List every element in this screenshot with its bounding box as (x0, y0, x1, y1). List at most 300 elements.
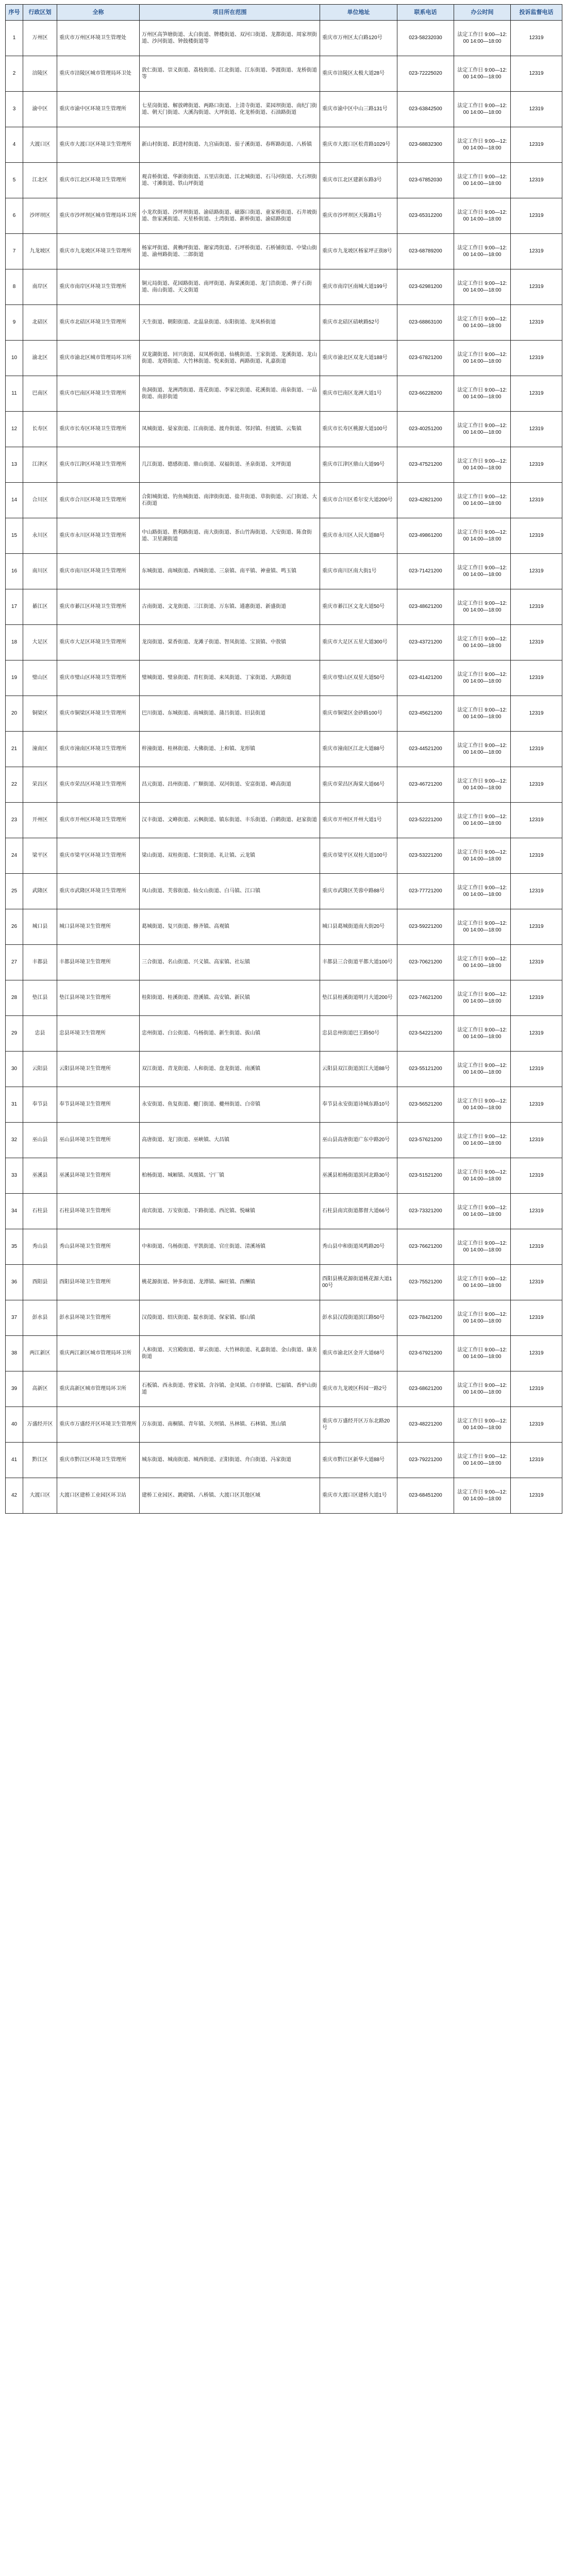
row-hours: 法定工作日 9:00—12:00 14:00—18:00 (454, 1123, 511, 1158)
row-no: 17 (6, 589, 23, 625)
row-phone: 023-54221200 (397, 1016, 454, 1052)
row-address: 石柱县南宾街道都督大道66号 (320, 1194, 397, 1229)
row-phone: 023-66228200 (397, 376, 454, 412)
table-row (6, 163, 562, 198)
row-address: 重庆市潼南区江北大道88号 (320, 732, 397, 767)
row-address: 重庆市渝北区金开大道68号 (320, 1336, 397, 1371)
row-hours: 法定工作日 9:00—12:00 14:00—18:00 (454, 838, 511, 874)
row-complaint: 12319 (511, 980, 562, 1016)
row-address: 云阳县双江街道滨江大道88号 (320, 1052, 397, 1087)
row-phone: 023-67921200 (397, 1336, 454, 1371)
row-phone: 023-48221200 (397, 1407, 454, 1443)
row-scope: 合阳城街道、钓鱼城街道、南津街街道、盐井街道、草街街道、云门街道、大石街道 (140, 483, 320, 518)
row-district: 璧山区 (23, 660, 57, 696)
service-table (5, 4, 562, 1514)
row-complaint: 12319 (511, 21, 562, 56)
header-scope: 项目所在范围 (140, 5, 320, 21)
table-row (6, 625, 562, 660)
row-district: 秀山县 (23, 1229, 57, 1265)
row-hours: 法定工作日 9:00—12:00 14:00—18:00 (454, 1265, 511, 1300)
row-complaint: 12319 (511, 945, 562, 980)
row-hours: 法定工作日 9:00—12:00 14:00—18:00 (454, 21, 511, 56)
row-district: 梁平区 (23, 838, 57, 874)
row-phone: 023-52221200 (397, 803, 454, 838)
row-name: 重庆市大足区环境卫生管理所 (57, 625, 140, 660)
row-address: 巫溪县柏杨街道滨河北路30号 (320, 1158, 397, 1194)
table-row (6, 1158, 562, 1194)
row-district: 荣昌区 (23, 767, 57, 803)
row-scope: 几江街道、德感街道、鼎山街道、双福街道、圣泉街道、支坪街道 (140, 447, 320, 483)
row-district: 綦江区 (23, 589, 57, 625)
row-district: 沙坪坝区 (23, 198, 57, 234)
row-phone: 023-75521200 (397, 1265, 454, 1300)
row-no: 42 (6, 1478, 23, 1514)
row-complaint: 12319 (511, 1123, 562, 1158)
row-district: 酉阳县 (23, 1265, 57, 1300)
row-no: 26 (6, 909, 23, 945)
row-no: 30 (6, 1052, 23, 1087)
row-name: 丰都县环境卫生管理所 (57, 945, 140, 980)
row-no: 38 (6, 1336, 23, 1371)
row-district: 石柱县 (23, 1194, 57, 1229)
row-no: 22 (6, 767, 23, 803)
row-address: 忠县忠州街道巴王路50号 (320, 1016, 397, 1052)
row-name: 重庆市大渡口区环境卫生管理所 (57, 127, 140, 163)
row-scope: 观音桥街道、华新街街道、五里店街道、江北城街道、石马河街道、大石坝街道、寸滩街道、铁山坪街道 (140, 163, 320, 198)
row-district: 黔江区 (23, 1443, 57, 1478)
row-complaint: 12319 (511, 92, 562, 127)
row-hours: 法定工作日 9:00—12:00 14:00—18:00 (454, 412, 511, 447)
row-name: 重庆市江津区环境卫生管理所 (57, 447, 140, 483)
row-address: 重庆市铜梁区金砂路100号 (320, 696, 397, 732)
row-complaint: 12319 (511, 447, 562, 483)
row-scope: 南宾街道、万安街道、下路街道、西沱镇、悦崃镇 (140, 1194, 320, 1229)
header-phone: 联系电话 (397, 5, 454, 21)
row-name: 城口县环境卫生管理所 (57, 909, 140, 945)
row-name: 重庆市北碚区环境卫生管理所 (57, 305, 140, 341)
row-hours: 法定工作日 9:00—12:00 14:00—18:00 (454, 1016, 511, 1052)
row-scope: 石板镇、西永街道、曾家镇、含谷镇、金凤镇、白市驿镇、巴福镇、香炉山街道 (140, 1371, 320, 1407)
row-name: 巫溪县环境卫生管理所 (57, 1158, 140, 1194)
row-hours: 法定工作日 9:00—12:00 14:00—18:00 (454, 696, 511, 732)
row-no: 25 (6, 874, 23, 909)
table-row (6, 1123, 562, 1158)
row-hours: 法定工作日 9:00—12:00 14:00—18:00 (454, 1087, 511, 1123)
table-row (6, 483, 562, 518)
table-row (6, 376, 562, 412)
row-name: 重庆市綦江区环境卫生管理所 (57, 589, 140, 625)
row-name: 重庆市荣昌区环境卫生管理所 (57, 767, 140, 803)
row-district: 九龙坡区 (23, 234, 57, 269)
row-scope: 双江街道、青龙街道、人和街道、盘龙街道、南溪镇 (140, 1052, 320, 1087)
row-complaint: 12319 (511, 1229, 562, 1265)
row-district: 奉节县 (23, 1087, 57, 1123)
row-hours: 法定工作日 9:00—12:00 14:00—18:00 (454, 1371, 511, 1407)
row-complaint: 12319 (511, 660, 562, 696)
table-row (6, 56, 562, 92)
table-row (6, 838, 562, 874)
row-scope: 杨家坪街道、黄桷坪街道、谢家湾街道、石坪桥街道、石桥铺街道、中梁山街道、渝州路街道、二郎街道 (140, 234, 320, 269)
row-no: 33 (6, 1158, 23, 1194)
row-district: 大足区 (23, 625, 57, 660)
row-scope: 梁山街道、双桂街道、仁贤街道、礼让镇、云龙镇 (140, 838, 320, 874)
header-no: 序号 (6, 5, 23, 21)
row-address: 重庆市渝中区中山三路131号 (320, 92, 397, 127)
row-no: 6 (6, 198, 23, 234)
table-body (6, 21, 562, 1514)
row-complaint: 12319 (511, 1265, 562, 1300)
row-district: 万盛经开区 (23, 1407, 57, 1443)
row-name: 云阳县环境卫生管理所 (57, 1052, 140, 1087)
row-phone: 023-40251200 (397, 412, 454, 447)
row-hours: 法定工作日 9:00—12:00 14:00—18:00 (454, 1194, 511, 1229)
row-complaint: 12319 (511, 909, 562, 945)
row-phone: 023-53221200 (397, 838, 454, 874)
header-complaint: 投诉监督电话 (511, 5, 562, 21)
row-no: 19 (6, 660, 23, 696)
row-complaint: 12319 (511, 376, 562, 412)
table-row (6, 660, 562, 696)
table-row (6, 1407, 562, 1443)
row-phone: 023-49861200 (397, 518, 454, 554)
row-complaint: 12319 (511, 803, 562, 838)
row-district: 江津区 (23, 447, 57, 483)
table-row (6, 269, 562, 305)
row-district: 开州区 (23, 803, 57, 838)
row-hours: 法定工作日 9:00—12:00 14:00—18:00 (454, 376, 511, 412)
row-hours: 法定工作日 9:00—12:00 14:00—18:00 (454, 305, 511, 341)
row-no: 2 (6, 56, 23, 92)
row-no: 31 (6, 1087, 23, 1123)
row-address: 重庆市北碚区碚峡路52号 (320, 305, 397, 341)
row-complaint: 12319 (511, 305, 562, 341)
table-row (6, 447, 562, 483)
row-scope: 葛城街道、复兴街道、修齐镇、高观镇 (140, 909, 320, 945)
table-row (6, 92, 562, 127)
table-row (6, 1194, 562, 1229)
row-hours: 法定工作日 9:00—12:00 14:00—18:00 (454, 1300, 511, 1336)
row-hours: 法定工作日 9:00—12:00 14:00—18:00 (454, 127, 511, 163)
row-scope: 古南街道、文龙街道、三江街道、万东镇、通惠街道、新盛街道 (140, 589, 320, 625)
row-phone: 023-65312200 (397, 198, 454, 234)
row-no: 8 (6, 269, 23, 305)
row-name: 重庆市涪陵区城市管理局环卫处 (57, 56, 140, 92)
row-scope: 万东街道、南桐镇、青年镇、关坝镇、丛林镇、石林镇、黑山镇 (140, 1407, 320, 1443)
row-district: 江北区 (23, 163, 57, 198)
row-name: 重庆市合川区环境卫生管理所 (57, 483, 140, 518)
row-phone: 023-42821200 (397, 483, 454, 518)
row-phone: 023-68621200 (397, 1371, 454, 1407)
row-phone: 023-68451200 (397, 1478, 454, 1514)
row-no: 1 (6, 21, 23, 56)
row-no: 32 (6, 1123, 23, 1158)
row-no: 28 (6, 980, 23, 1016)
row-hours: 法定工作日 9:00—12:00 14:00—18:00 (454, 1478, 511, 1514)
row-complaint: 12319 (511, 127, 562, 163)
row-address: 重庆市璧山区双星大道50号 (320, 660, 397, 696)
row-name: 石柱县环境卫生管理所 (57, 1194, 140, 1229)
table-row (6, 198, 562, 234)
row-hours: 法定工作日 9:00—12:00 14:00—18:00 (454, 874, 511, 909)
row-scope: 璧城街道、璧泉街道、青杠街道、来凤街道、丁家街道、大路街道 (140, 660, 320, 696)
row-name: 巫山县环境卫生管理所 (57, 1123, 140, 1158)
row-scope: 凤城街道、晏家街道、江南街道、渡舟街道、邻封镇、但渡镇、云集镇 (140, 412, 320, 447)
row-complaint: 12319 (511, 163, 562, 198)
row-hours: 法定工作日 9:00—12:00 14:00—18:00 (454, 1052, 511, 1087)
row-complaint: 12319 (511, 838, 562, 874)
row-phone: 023-71421200 (397, 554, 454, 589)
row-complaint: 12319 (511, 234, 562, 269)
row-hours: 法定工作日 9:00—12:00 14:00—18:00 (454, 1407, 511, 1443)
row-district: 巫溪县 (23, 1158, 57, 1194)
row-complaint: 12319 (511, 1336, 562, 1371)
row-phone: 023-70621200 (397, 945, 454, 980)
row-phone: 023-76621200 (397, 1229, 454, 1265)
table-row (6, 21, 562, 56)
row-complaint: 12319 (511, 1407, 562, 1443)
table-row (6, 518, 562, 554)
row-district: 城口县 (23, 909, 57, 945)
row-name: 彭水县环境卫生管理所 (57, 1300, 140, 1336)
row-phone: 023-57621200 (397, 1123, 454, 1158)
row-district: 巫山县 (23, 1123, 57, 1158)
row-address: 重庆市涪陵区太极大道28号 (320, 56, 397, 92)
row-name: 重庆市长寿区环境卫生管理所 (57, 412, 140, 447)
row-scope: 敦仁街道、崇义街道、荔枝街道、江北街道、江东街道、李渡街道、龙桥街道等 (140, 56, 320, 92)
row-no: 20 (6, 696, 23, 732)
table-row (6, 1016, 562, 1052)
row-hours: 法定工作日 9:00—12:00 14:00—18:00 (454, 732, 511, 767)
row-phone: 023-55121200 (397, 1052, 454, 1087)
row-address: 重庆市綦江区文龙大道50号 (320, 589, 397, 625)
row-complaint: 12319 (511, 767, 562, 803)
row-address: 重庆市江北区建新东路3号 (320, 163, 397, 198)
row-complaint: 12319 (511, 874, 562, 909)
row-no: 37 (6, 1300, 23, 1336)
row-address: 重庆市武隆区芙蓉中路88号 (320, 874, 397, 909)
table-row (6, 589, 562, 625)
row-name: 垫江县环境卫生管理所 (57, 980, 140, 1016)
row-hours: 法定工作日 9:00—12:00 14:00—18:00 (454, 518, 511, 554)
row-district: 巴南区 (23, 376, 57, 412)
row-no: 15 (6, 518, 23, 554)
row-phone: 023-68863100 (397, 305, 454, 341)
row-district: 云阳县 (23, 1052, 57, 1087)
row-complaint: 12319 (511, 341, 562, 376)
row-hours: 法定工作日 9:00—12:00 14:00—18:00 (454, 980, 511, 1016)
row-district: 万州区 (23, 21, 57, 56)
row-address: 重庆市黔江区新华大道88号 (320, 1443, 397, 1478)
row-hours: 法定工作日 9:00—12:00 14:00—18:00 (454, 234, 511, 269)
row-complaint: 12319 (511, 269, 562, 305)
row-scope: 高唐街道、龙门街道、巫峡镇、大昌镇 (140, 1123, 320, 1158)
row-scope: 巴川街道、东城街道、南城街道、蒲吕街道、旧县街道 (140, 696, 320, 732)
row-no: 21 (6, 732, 23, 767)
row-name: 重庆市南川区环境卫生管理所 (57, 554, 140, 589)
table-row (6, 803, 562, 838)
row-complaint: 12319 (511, 732, 562, 767)
row-district: 合川区 (23, 483, 57, 518)
row-phone: 023-51521200 (397, 1158, 454, 1194)
row-no: 35 (6, 1229, 23, 1265)
row-hours: 法定工作日 9:00—12:00 14:00—18:00 (454, 909, 511, 945)
row-complaint: 12319 (511, 1158, 562, 1194)
row-no: 29 (6, 1016, 23, 1052)
table-row (6, 1443, 562, 1478)
row-hours: 法定工作日 9:00—12:00 14:00—18:00 (454, 1229, 511, 1265)
row-hours: 法定工作日 9:00—12:00 14:00—18:00 (454, 589, 511, 625)
row-district: 潼南区 (23, 732, 57, 767)
row-hours: 法定工作日 9:00—12:00 14:00—18:00 (454, 625, 511, 660)
header-address: 单位地址 (320, 5, 397, 21)
row-no: 39 (6, 1371, 23, 1407)
row-district: 大渡口区 (23, 127, 57, 163)
row-complaint: 12319 (511, 1443, 562, 1478)
row-no: 12 (6, 412, 23, 447)
header-hours: 办公时间 (454, 5, 511, 21)
row-complaint: 12319 (511, 518, 562, 554)
row-complaint: 12319 (511, 56, 562, 92)
row-phone: 023-68832300 (397, 127, 454, 163)
row-address: 重庆市万盛经开区万东北路20号 (320, 1407, 397, 1443)
row-address: 重庆市万州区太白路120号 (320, 21, 397, 56)
row-no: 5 (6, 163, 23, 198)
row-name: 重庆市万州区环境卫生管理处 (57, 21, 140, 56)
row-phone: 023-74621200 (397, 980, 454, 1016)
row-phone: 023-72225020 (397, 56, 454, 92)
row-hours: 法定工作日 9:00—12:00 14:00—18:00 (454, 483, 511, 518)
row-name: 重庆市万盛经开区环境卫生管理所 (57, 1407, 140, 1443)
row-address: 重庆市南川区南大街1号 (320, 554, 397, 589)
row-scope: 人和街道、天宫殿街道、翠云街道、大竹林街道、礼嘉街道、金山街道、康美街道 (140, 1336, 320, 1371)
row-hours: 法定工作日 9:00—12:00 14:00—18:00 (454, 554, 511, 589)
row-hours: 法定工作日 9:00—12:00 14:00—18:00 (454, 198, 511, 234)
row-district: 渝北区 (23, 341, 57, 376)
row-district: 长寿区 (23, 412, 57, 447)
row-complaint: 12319 (511, 589, 562, 625)
row-complaint: 12319 (511, 198, 562, 234)
row-scope: 天生街道、朝阳街道、北温泉街道、东阳街道、龙凤桥街道 (140, 305, 320, 341)
row-complaint: 12319 (511, 1016, 562, 1052)
row-scope: 桃花源街道、钟多街道、龙潭镇、麻旺镇、酉酬镇 (140, 1265, 320, 1300)
row-phone: 023-68789200 (397, 234, 454, 269)
row-phone: 023-73321200 (397, 1194, 454, 1229)
row-name: 重庆市黔江区环境卫生管理所 (57, 1443, 140, 1478)
row-phone: 023-78421200 (397, 1300, 454, 1336)
row-scope: 龙岗街道、棠香街道、龙滩子街道、智凤街道、宝顶镇、中敖镇 (140, 625, 320, 660)
row-name: 重庆市璧山区环境卫生管理所 (57, 660, 140, 696)
row-address: 重庆市长寿区桃源大道100号 (320, 412, 397, 447)
row-complaint: 12319 (511, 1478, 562, 1514)
row-address: 城口县葛城街道南大街20号 (320, 909, 397, 945)
row-phone: 023-43721200 (397, 625, 454, 660)
row-no: 3 (6, 92, 23, 127)
row-scope: 中山路街道、胜利路街道、南大街街道、茶山竹海街道、大安街道、陈食街道、卫星湖街道 (140, 518, 320, 554)
row-district: 两江新区 (23, 1336, 57, 1371)
row-no: 36 (6, 1265, 23, 1300)
row-district: 铜梁区 (23, 696, 57, 732)
table-row (6, 980, 562, 1016)
row-name: 大渡口区建桥工业园区环卫站 (57, 1478, 140, 1514)
table-row (6, 341, 562, 376)
row-scope: 汉丰街道、文峰街道、云枫街道、镇东街道、丰乐街道、白鹤街道、赵家街道 (140, 803, 320, 838)
row-phone: 023-67852030 (397, 163, 454, 198)
row-district: 丰都县 (23, 945, 57, 980)
row-scope: 桂阳街道、桂溪街道、澄溪镇、高安镇、新民镇 (140, 980, 320, 1016)
row-address: 重庆市梁平区双桂大道100号 (320, 838, 397, 874)
row-address: 重庆市开州区开州大道1号 (320, 803, 397, 838)
row-hours: 法定工作日 9:00—12:00 14:00—18:00 (454, 767, 511, 803)
row-district: 永川区 (23, 518, 57, 554)
row-no: 18 (6, 625, 23, 660)
row-name: 奉节县环境卫生管理所 (57, 1087, 140, 1123)
table-row (6, 1300, 562, 1336)
row-phone: 023-67821200 (397, 341, 454, 376)
row-no: 24 (6, 838, 23, 874)
table-row (6, 874, 562, 909)
row-hours: 法定工作日 9:00—12:00 14:00—18:00 (454, 660, 511, 696)
header-district: 行政区划 (23, 5, 57, 21)
row-address: 垫江县桂溪街道明月大道200号 (320, 980, 397, 1016)
row-hours: 法定工作日 9:00—12:00 14:00—18:00 (454, 945, 511, 980)
row-address: 酉阳县桃花源街道桃花源大道100号 (320, 1265, 397, 1300)
row-address: 重庆市江津区鼎山大道99号 (320, 447, 397, 483)
row-phone: 023-45621200 (397, 696, 454, 732)
row-name: 重庆市永川区环境卫生管理所 (57, 518, 140, 554)
row-hours: 法定工作日 9:00—12:00 14:00—18:00 (454, 1443, 511, 1478)
row-address: 重庆市大足区五星大道300号 (320, 625, 397, 660)
table-row (6, 909, 562, 945)
row-phone: 023-79221200 (397, 1443, 454, 1478)
row-district: 垫江县 (23, 980, 57, 1016)
table-row (6, 1336, 562, 1371)
row-name: 重庆市铜梁区环境卫生管理所 (57, 696, 140, 732)
row-scope: 鱼洞街道、龙洲湾街道、莲花街道、李家沱街道、花溪街道、南泉街道、一品街道、南彭街道 (140, 376, 320, 412)
row-address: 丰都县三合街道平都大道100号 (320, 945, 397, 980)
row-no: 16 (6, 554, 23, 589)
row-address: 重庆市大渡口区松青路1029号 (320, 127, 397, 163)
row-no: 11 (6, 376, 23, 412)
row-address: 秀山县中和街道凤鸣路20号 (320, 1229, 397, 1265)
row-complaint: 12319 (511, 1052, 562, 1087)
row-scope: 东城街道、南城街道、西城街道、三泉镇、南平镇、神童镇、鸣玉镇 (140, 554, 320, 589)
table-row (6, 234, 562, 269)
row-name: 重庆市渝北区城市管理局环卫所 (57, 341, 140, 376)
row-phone: 023-59221200 (397, 909, 454, 945)
row-name: 忠县环境卫生管理所 (57, 1016, 140, 1052)
row-complaint: 12319 (511, 1194, 562, 1229)
row-phone: 023-48621200 (397, 589, 454, 625)
row-hours: 法定工作日 9:00—12:00 14:00—18:00 (454, 56, 511, 92)
row-address: 巫山县高唐街道广东中路20号 (320, 1123, 397, 1158)
row-address: 重庆市南岸区南城大道199号 (320, 269, 397, 305)
row-no: 27 (6, 945, 23, 980)
row-name: 重庆市梁平区环境卫生管理所 (57, 838, 140, 874)
row-phone: 023-41421200 (397, 660, 454, 696)
row-district: 渝中区 (23, 92, 57, 127)
row-no: 13 (6, 447, 23, 483)
table-header (6, 5, 562, 21)
row-hours: 法定工作日 9:00—12:00 14:00—18:00 (454, 1336, 511, 1371)
row-scope: 城东街道、城南街道、城西街道、正阳街道、舟白街道、冯家街道 (140, 1443, 320, 1478)
row-hours: 法定工作日 9:00—12:00 14:00—18:00 (454, 269, 511, 305)
row-hours: 法定工作日 9:00—12:00 14:00—18:00 (454, 92, 511, 127)
row-district: 涪陵区 (23, 56, 57, 92)
header-name: 全称 (57, 5, 140, 21)
row-complaint: 12319 (511, 1300, 562, 1336)
row-district: 南川区 (23, 554, 57, 589)
row-phone: 023-46721200 (397, 767, 454, 803)
